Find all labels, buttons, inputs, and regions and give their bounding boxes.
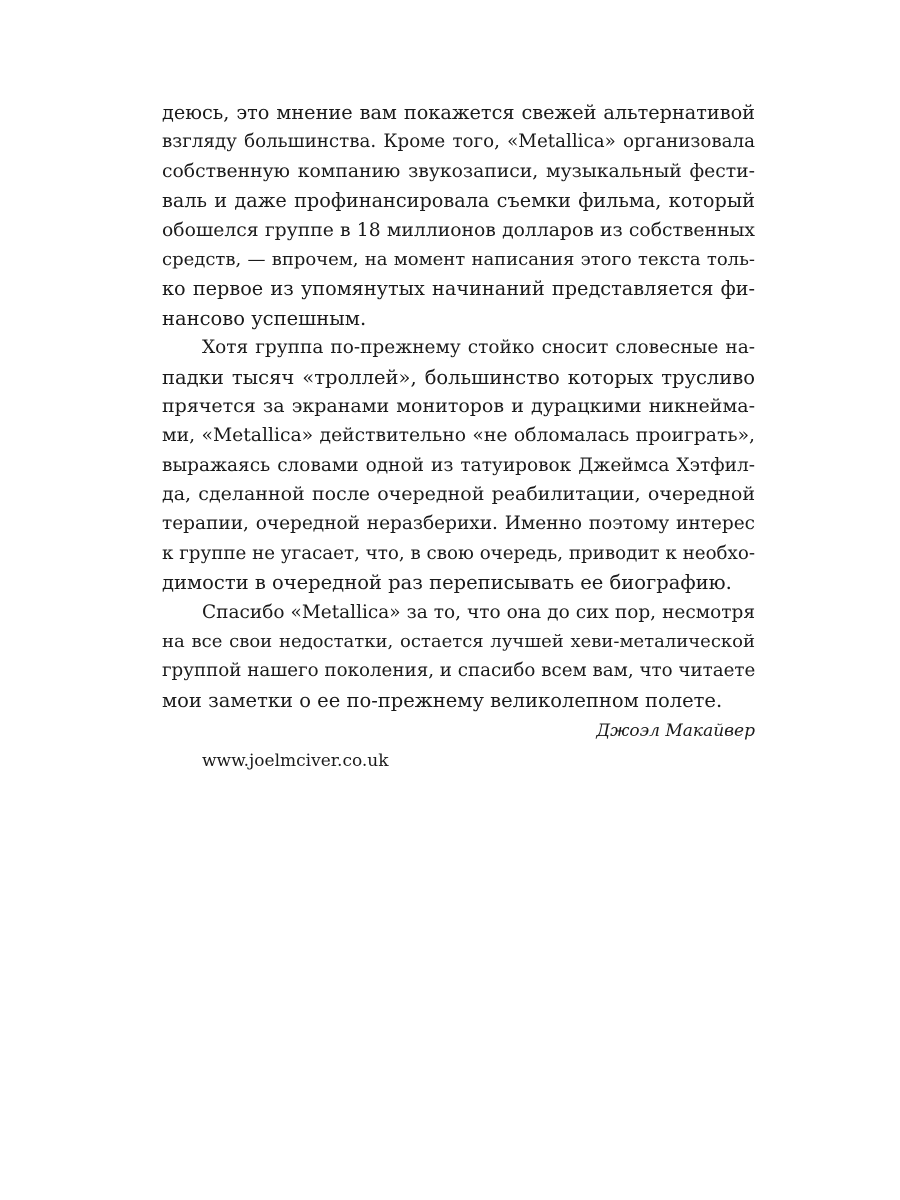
text-line: к группе не угасает, что, в свою очередь, приводит к необхо- xyxy=(162,542,755,564)
page-text xyxy=(162,98,755,776)
text-line: собственную компанию звукозаписи, музыкальный фести- xyxy=(162,160,755,182)
text-line: обошелся группе в 18 миллионов долларов из собственных xyxy=(162,219,755,241)
text-line: нансово успешным. xyxy=(162,306,367,330)
text-line: средств, — впрочем, на момент написания этого текста толь- xyxy=(162,248,755,270)
author-website: www.joelmciver.co.uk xyxy=(202,750,389,771)
text-line: ми, «Metallica» действительно «не обломалась проиграть», xyxy=(162,425,755,447)
text-line: валь и даже профинансировала съемки фильма, который xyxy=(162,189,755,213)
text-line: деюсь, это мнение вам покажется свежей альтернативой xyxy=(162,101,755,124)
text-line: на все свои недостатки, остается лучшей хеви-металической xyxy=(162,631,755,653)
text-line: да, сделанной после очередной реабилитации, очередной xyxy=(162,483,755,506)
text-line: группой нашего поколения, и спасибо всем вам, что читаете xyxy=(162,660,756,682)
text-line: Хотя группа по-прежнему стойко сносит словесные на- xyxy=(202,337,755,359)
text-line: Спасибо «Metallica» за то, что она до сих пор, несмотря xyxy=(202,601,755,623)
text-line: ко первое из упомянутых начинаний представляется фи- xyxy=(162,277,755,301)
text-line: терапии, очередной неразберихи. Именно поэтому интерес xyxy=(162,513,755,535)
text-line: взгляду большинства. Кроме того, «Metallica» организовала xyxy=(162,131,755,153)
text-line: димости в очередной раз переписывать ее биографию. xyxy=(162,571,732,595)
paragraph-2 xyxy=(162,333,755,598)
text-line: прячется за экранами мониторов и дурацкими никнейма- xyxy=(162,394,755,417)
text-line: выражаясь словами одной из татуировок Джеймса Хэтфил- xyxy=(162,454,755,476)
paragraph-3 xyxy=(162,598,755,716)
paragraph-1 xyxy=(162,98,755,333)
text-line: мои заметки о ее по-прежнему великолепном полете. xyxy=(162,688,723,712)
text-line: падки тысяч «троллей», большинство которых трусливо xyxy=(162,365,755,389)
author-signature: Джоэл Макайвер xyxy=(596,721,755,742)
